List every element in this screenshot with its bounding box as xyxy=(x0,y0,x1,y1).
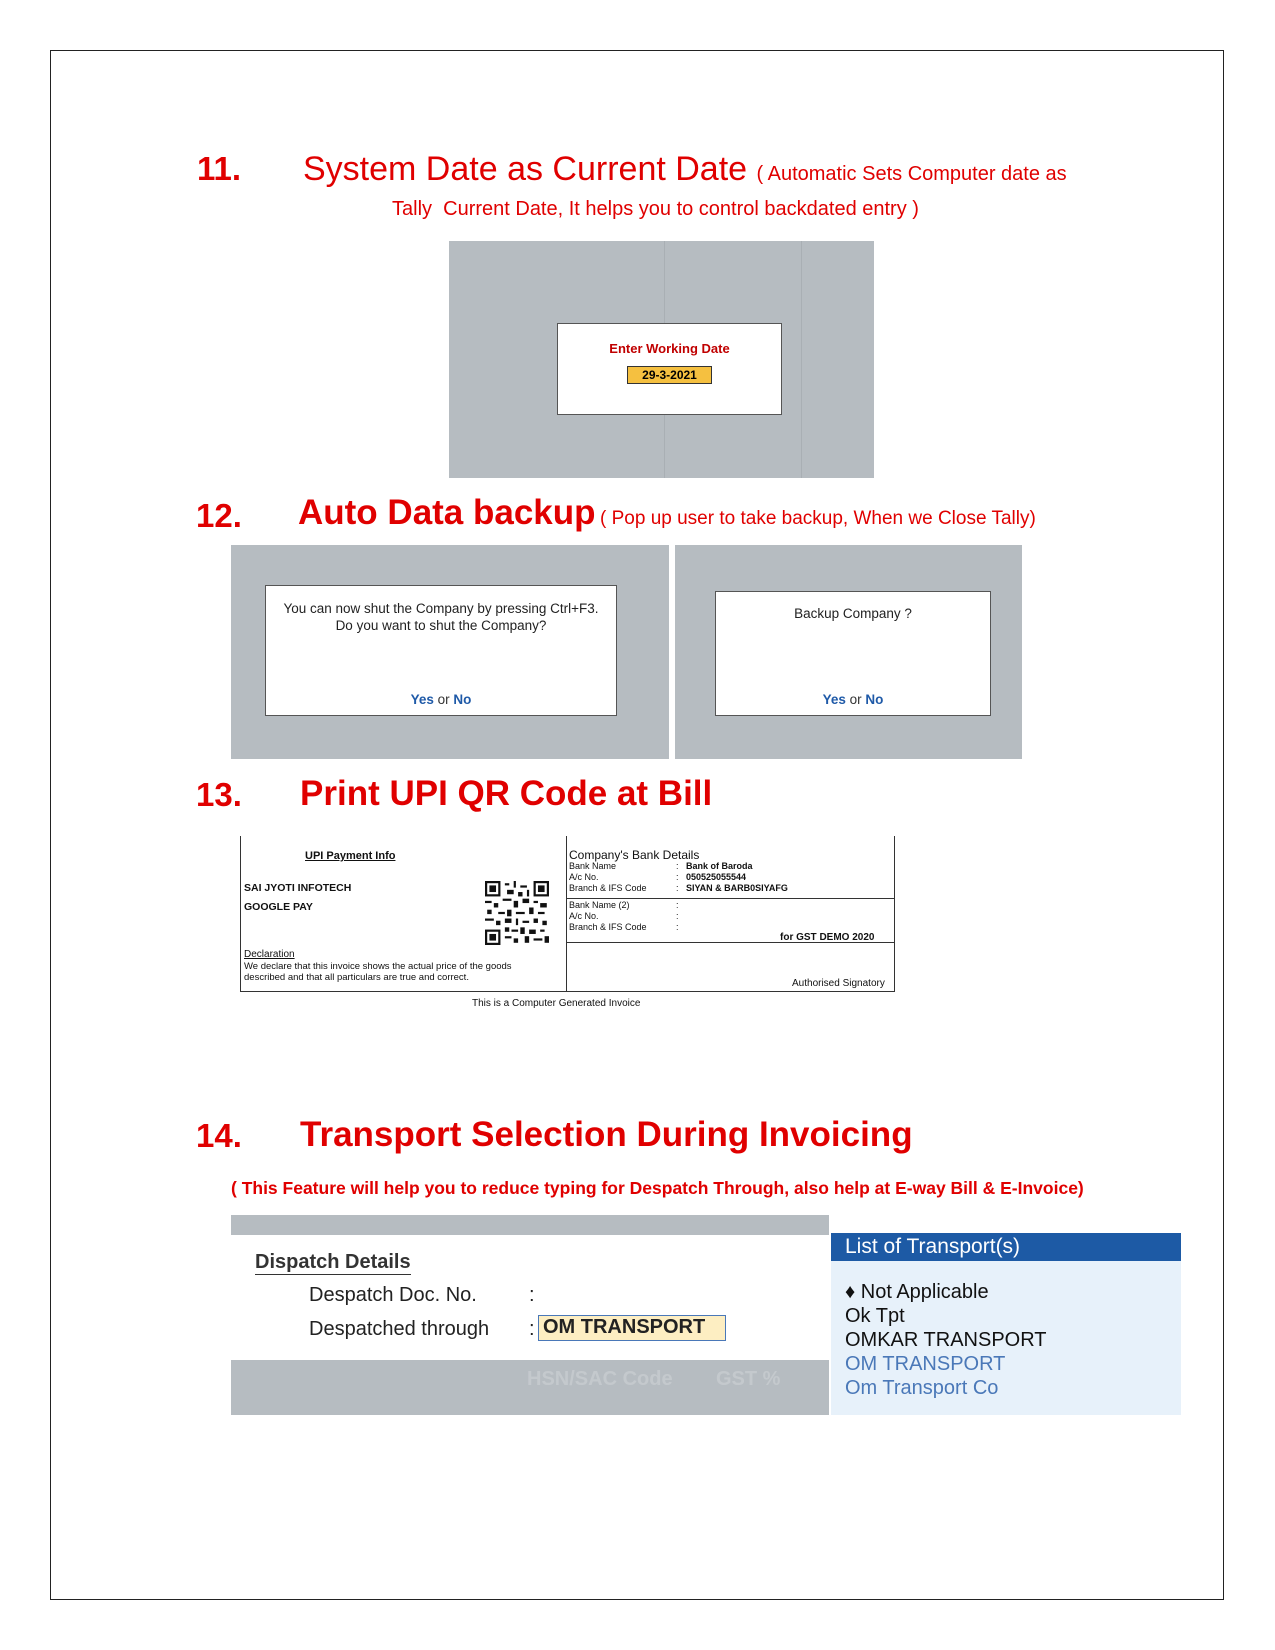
transport-list-panel xyxy=(829,1215,1181,1415)
upi-heading: UPI Payment Info xyxy=(305,850,396,862)
section-14-note: ( This Feature will help you to reduce typing for Despatch Through, also help at E-way Bill & E-Invoice) xyxy=(231,1178,1084,1198)
for-company: for GST DEMO 2020 xyxy=(780,932,875,943)
section-11-note-line1: ( Automatic Sets Computer date as xyxy=(756,163,1067,185)
backup-yes-button[interactable]: Yes xyxy=(822,692,846,707)
gst-column-label: GST % xyxy=(716,1368,781,1390)
section-12-title-text: Auto Data backup xyxy=(298,493,596,532)
colon: : xyxy=(676,911,679,921)
bank-name-label: Bank Name xyxy=(569,861,617,871)
branch2-label: Branch & IFS Code xyxy=(569,922,647,932)
working-date-dialog xyxy=(557,323,782,415)
bank-colons xyxy=(676,861,679,894)
backup-dialog-line1: Backup Company ? xyxy=(794,606,912,621)
section-12-note: ( Pop up user to take backup, When we Close Tally) xyxy=(600,508,1036,529)
colon: : xyxy=(676,872,679,882)
colon: : xyxy=(676,861,679,871)
working-date-title: Enter Working Date xyxy=(609,341,730,356)
shut-company-dialog xyxy=(265,585,617,716)
section-11-note-line2: Tally Current Date, It helps you to control backdated entry ) xyxy=(392,198,919,220)
ac-no-label: A/c No. xyxy=(569,872,599,882)
authorised-signatory: Authorised Signatory xyxy=(792,978,885,989)
ac2-no-label: A/c No. xyxy=(569,911,599,921)
working-date-input[interactable]: 29-3-2021 xyxy=(627,366,712,384)
backup-company-dialog xyxy=(715,591,991,716)
despatched-through-colon: : xyxy=(529,1318,535,1340)
dispatch-heading: Dispatch Details xyxy=(255,1251,411,1273)
shut-dialog-line2: Do you want to shut the Company? xyxy=(335,618,547,633)
shut-dialog-choice xyxy=(266,692,616,707)
upi-qr-code-icon xyxy=(485,881,549,945)
invoice-footer-note: This is a Computer Generated Invoice xyxy=(472,998,641,1009)
bank2-labels xyxy=(569,900,647,933)
section-13-title: Print UPI QR Code at Bill xyxy=(300,774,713,813)
bank-values xyxy=(686,861,788,894)
ac-no-value: 050525055544 xyxy=(686,872,747,882)
declaration-heading: Declaration xyxy=(244,949,295,960)
declaration-line1: We declare that this invoice shows the actual price of the goods xyxy=(244,961,512,972)
shut-dialog-line1: You can now shut the Company by pressing Ctrl+F3. xyxy=(283,601,599,616)
section-14-number: 14. xyxy=(196,1117,242,1154)
transport-list-body xyxy=(831,1261,1181,1415)
transport-item-omkar[interactable]: OMKAR TRANSPORT xyxy=(845,1329,1047,1351)
bank-labels xyxy=(569,861,647,894)
bank2-name-label: Bank Name (2) xyxy=(569,900,630,910)
despatch-doc-colon: : xyxy=(529,1284,535,1306)
colon: : xyxy=(676,883,679,893)
hsn-column-label: HSN/SAC Code xyxy=(527,1368,673,1390)
working-date-screenshot xyxy=(449,241,874,478)
item-header-bar xyxy=(231,1360,829,1415)
despatched-through-label: Despatched through xyxy=(309,1318,490,1340)
upi-payee: SAI JYOTI INFOTECH xyxy=(244,882,352,894)
transport-item-not-applicable[interactable]: ♦ Not Applicable xyxy=(845,1281,989,1303)
backup-no-button[interactable]: No xyxy=(865,692,884,707)
section-11-title-text: System Date as Current Date xyxy=(303,150,748,188)
transport-item-om-transport[interactable]: OM TRANSPORT xyxy=(845,1353,1006,1375)
dispatch-details-panel xyxy=(231,1215,829,1415)
upi-method: GOOGLE PAY xyxy=(244,901,313,913)
section-12-title xyxy=(298,493,1036,533)
invoice-footer-snippet xyxy=(240,836,895,992)
shut-no-button[interactable]: No xyxy=(453,692,472,707)
section-13-number: 13. xyxy=(196,776,242,813)
despatch-doc-label: Despatch Doc. No. xyxy=(309,1284,477,1306)
colon: : xyxy=(676,900,679,910)
section-11-number: 11. xyxy=(197,150,242,187)
shut-or-label: or xyxy=(437,692,450,707)
branch-value: SIYAN & BARB0SIYAFG xyxy=(686,883,788,893)
bank2-colons xyxy=(676,900,679,933)
backup-dialog-choice xyxy=(716,692,990,707)
transport-list-header: List of Transport(s) xyxy=(831,1233,1181,1261)
section-14-title: Transport Selection During Invoicing xyxy=(300,1115,913,1154)
despatched-through-input[interactable]: OM TRANSPORT xyxy=(538,1315,726,1341)
backup-company-screenshot xyxy=(675,545,1022,759)
branch-label: Branch & IFS Code xyxy=(569,883,647,893)
section-12-number: 12. xyxy=(196,497,242,534)
shut-yes-button[interactable]: Yes xyxy=(410,692,434,707)
transport-item-om-transport-co[interactable]: Om Transport Co xyxy=(845,1377,999,1399)
bank-name-value: Bank of Baroda xyxy=(686,861,753,871)
backup-or-label: or xyxy=(849,692,862,707)
colon: : xyxy=(676,922,679,932)
transport-selection-screenshot xyxy=(231,1215,1181,1415)
bank-heading: Company's Bank Details xyxy=(569,848,700,862)
declaration-line2: described and that all particulars are true and correct. xyxy=(244,972,469,983)
transport-item-ok-tpt[interactable]: Ok Tpt xyxy=(845,1305,905,1327)
section-11-title xyxy=(303,150,1067,189)
shut-company-screenshot xyxy=(231,545,669,759)
